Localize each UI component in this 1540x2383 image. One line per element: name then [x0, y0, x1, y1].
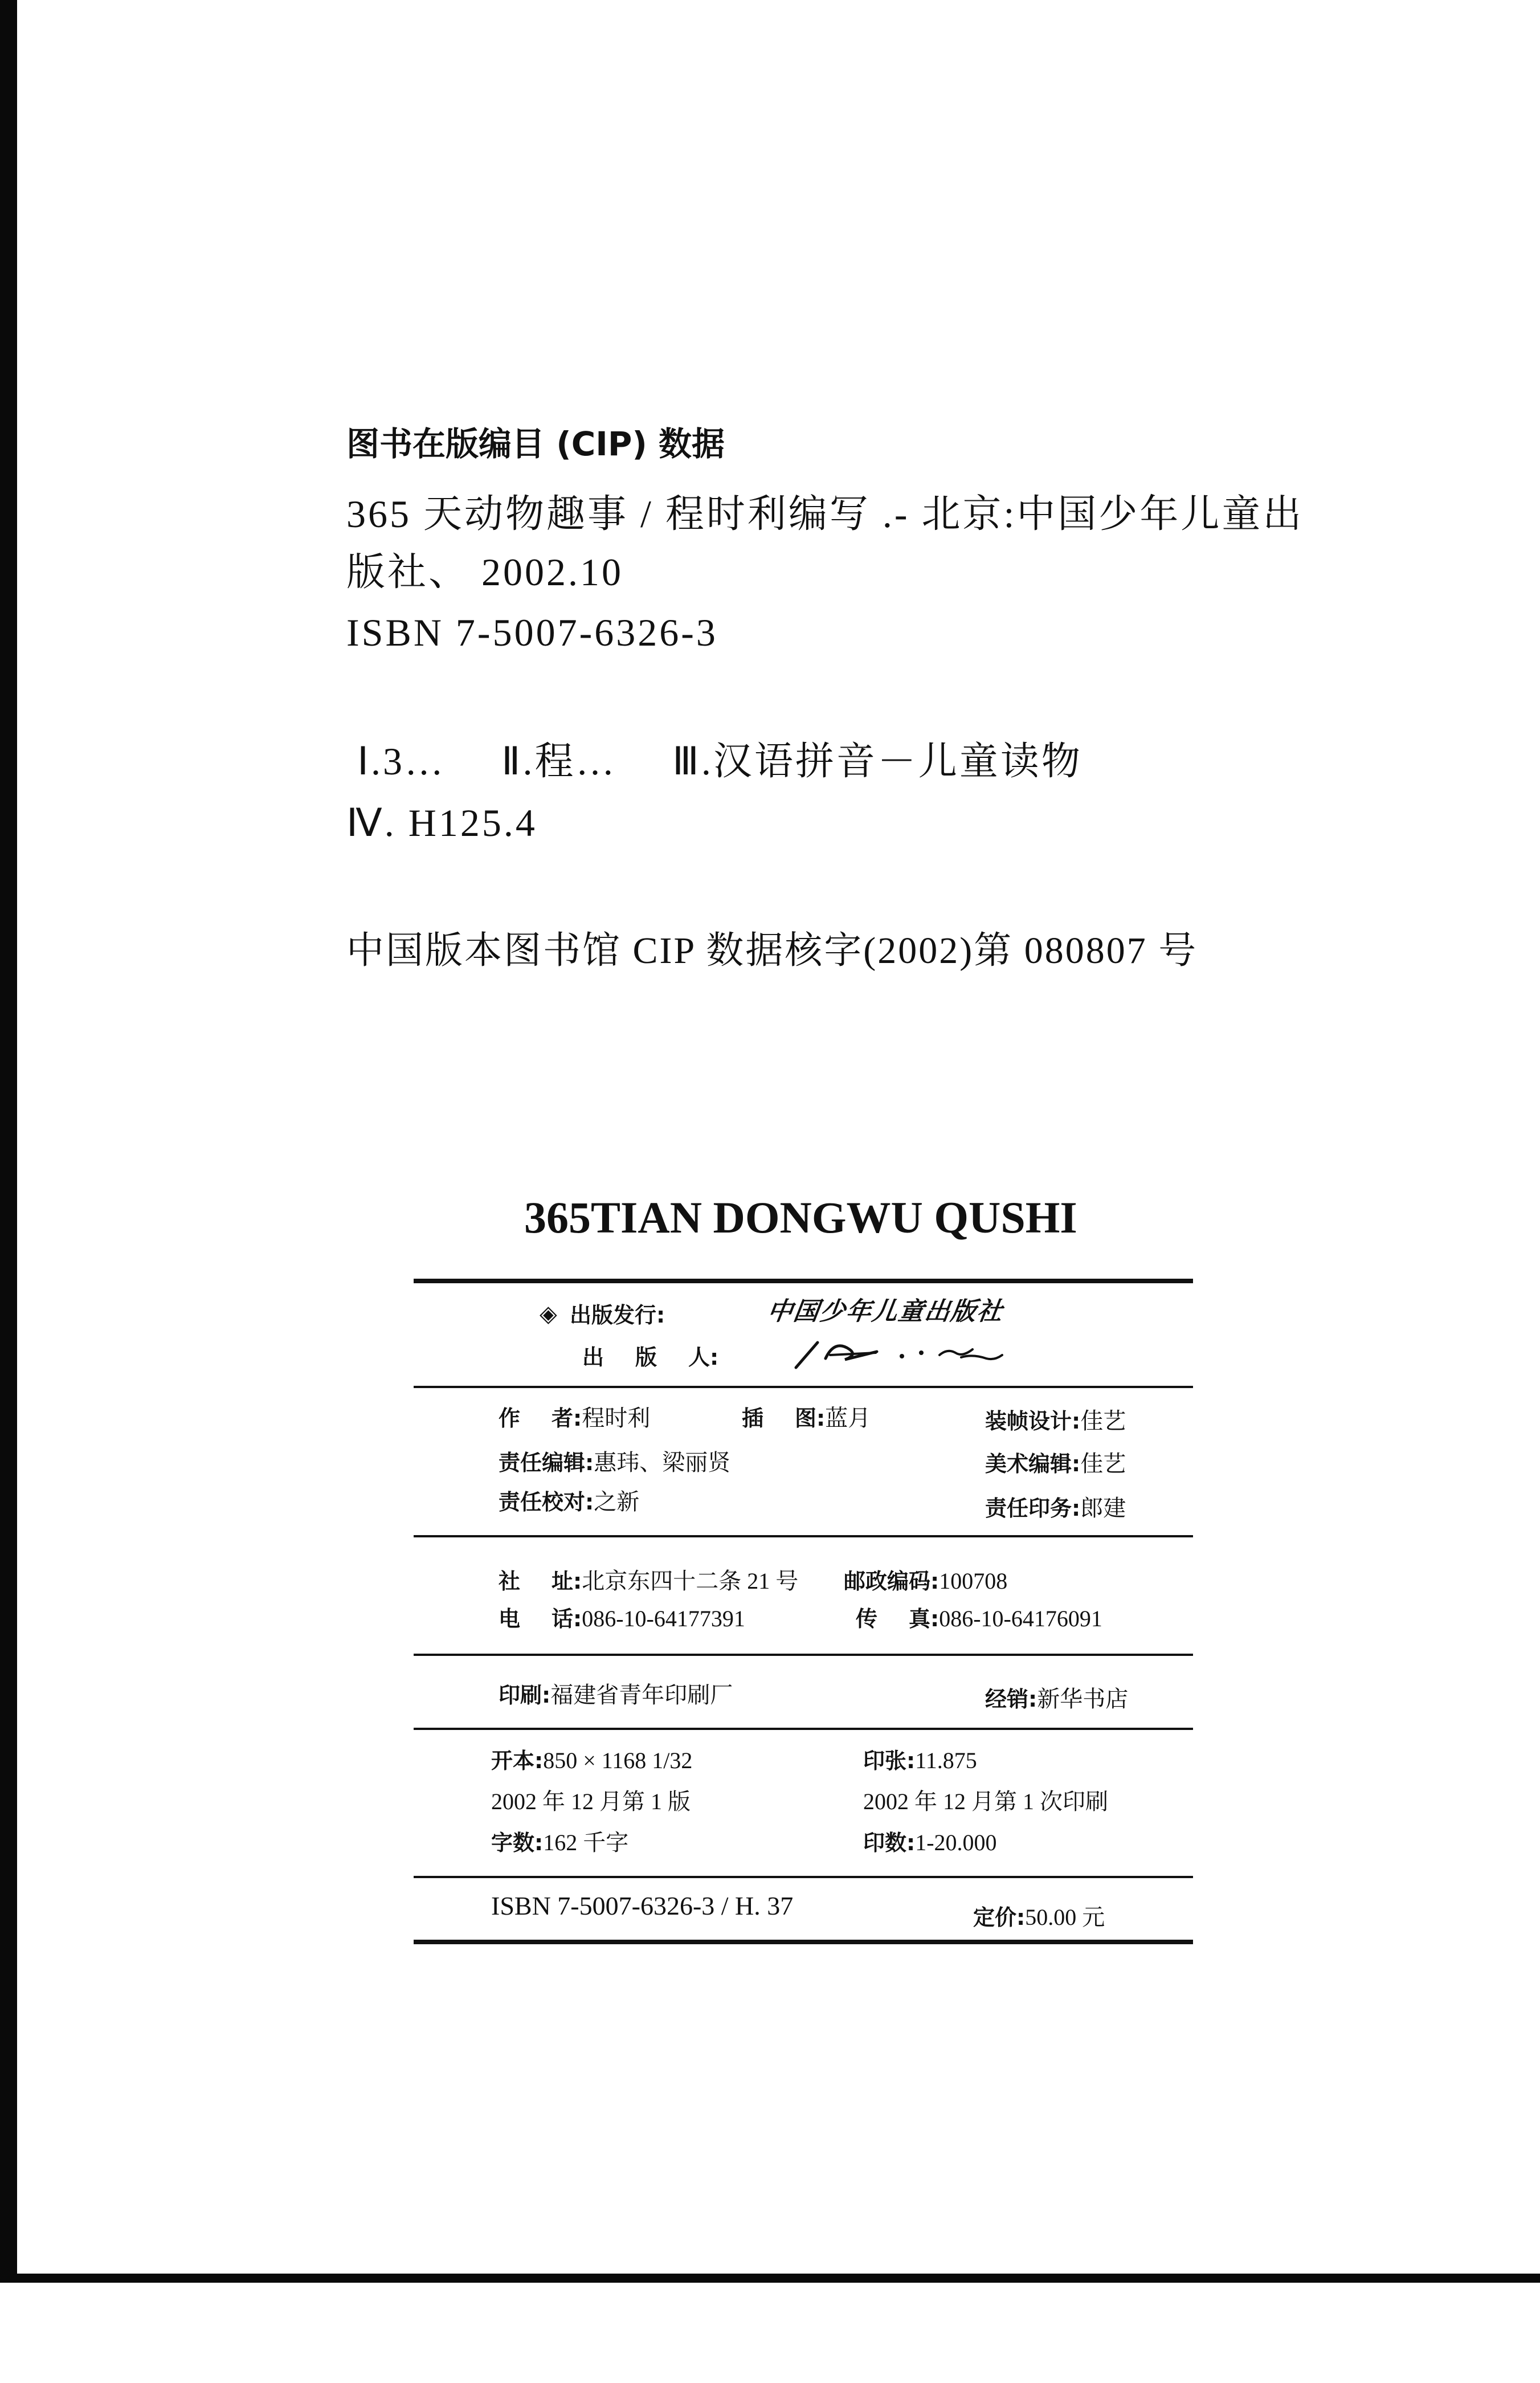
postcode-label: 邮政编码:	[844, 1569, 939, 1594]
publisher-logo-icon	[540, 1303, 557, 1325]
price-value: 50.00 元	[1025, 1904, 1105, 1930]
print-manager-cell	[985, 1497, 1126, 1520]
book-title-pinyin: 365TIAN DONGWU QUSHI	[524, 1193, 1077, 1242]
publisher-signature	[790, 1332, 1018, 1373]
sheets-label: 印张:	[863, 1748, 916, 1773]
printing-value: 2002 年 12 月第 1 次印刷	[863, 1789, 1108, 1814]
imprint-rule	[414, 1535, 1193, 1537]
printer-value: 福建省青年印刷厂	[550, 1682, 733, 1708]
publisher-label-cell	[570, 1304, 665, 1327]
editor-label: 责任编辑:	[499, 1450, 594, 1475]
imprint-rule	[414, 1386, 1193, 1388]
postcode-value: 100708	[939, 1568, 1008, 1594]
publisher-name: 中国少年儿童出版社	[765, 1297, 1006, 1326]
publisher-person-label: 出 版 人:	[582, 1345, 719, 1370]
cip-entry-line-2: 版社、 2002.10	[346, 550, 624, 594]
binding-design-value: 佳艺	[1080, 1408, 1126, 1434]
imprint-rule-top	[414, 1279, 1193, 1283]
art-editor-cell	[985, 1452, 1126, 1475]
author-label: 作 者:	[499, 1406, 582, 1431]
format-cell	[491, 1749, 692, 1772]
word-count-value: 162 千字	[543, 1830, 629, 1855]
isbn-class-cell	[491, 1893, 793, 1919]
cip-subject-2: Ⅱ.程…	[501, 740, 617, 783]
print-run-value: 1-20.000	[915, 1830, 997, 1855]
format-label: 开本:	[491, 1748, 544, 1773]
scan-edge-left	[0, 0, 17, 2277]
imprint-rule	[414, 1654, 1193, 1656]
editor-cell	[499, 1451, 730, 1474]
fax-value: 086-10-64176091	[939, 1606, 1102, 1631]
price-label: 定价:	[973, 1905, 1026, 1930]
art-editor-value: 佳艺	[1080, 1451, 1126, 1476]
cip-class-number: Ⅳ. H125.4	[346, 801, 537, 844]
printer-label: 印刷:	[499, 1683, 551, 1708]
distributor-label: 经销:	[985, 1687, 1037, 1712]
art-editor-label: 美术编辑:	[985, 1451, 1081, 1476]
fax-label: 传 真:	[856, 1606, 939, 1631]
address-label: 社 址:	[499, 1569, 582, 1594]
word-count-label: 字数:	[491, 1830, 544, 1855]
illustrator-label: 插 图:	[742, 1406, 826, 1431]
scan-edge-bottom	[0, 2274, 1540, 2283]
distributor-value: 新华书店	[1037, 1686, 1129, 1712]
author-cell	[499, 1407, 650, 1430]
publisher-label: 出版发行:	[570, 1303, 665, 1328]
proofreader-cell	[499, 1491, 639, 1513]
printing-cell	[863, 1790, 1108, 1813]
format-value: 850 × 1168 1/32	[543, 1748, 693, 1773]
proofreader-value: 之新	[594, 1489, 640, 1515]
sheets-cell	[863, 1749, 977, 1772]
binding-design-cell	[985, 1410, 1126, 1433]
distributor-cell	[985, 1688, 1128, 1711]
printer-cell	[499, 1684, 733, 1707]
edition-value: 2002 年 12 月第 1 版	[491, 1789, 691, 1814]
print-run-label: 印数:	[863, 1830, 916, 1855]
word-count-cell	[491, 1831, 628, 1854]
illustrator-cell	[742, 1407, 871, 1430]
print-manager-value: 郎建	[1080, 1495, 1126, 1521]
phone-label: 电 话:	[499, 1606, 582, 1631]
cip-subject-1: Ⅰ.3…	[357, 740, 446, 783]
address-value: 北京东四十二条 21 号	[582, 1568, 799, 1594]
author-value: 程时利	[582, 1405, 651, 1431]
cip-record-number: 中国版本图书馆 CIP 数据核字(2002)第 080807 号	[346, 930, 1198, 972]
edition-cell	[491, 1790, 691, 1813]
binding-design-label: 装帧设计:	[985, 1409, 1081, 1434]
illustrator-value: 蓝月	[825, 1405, 871, 1431]
imprint-rule	[414, 1728, 1193, 1730]
imprint-rule-bottom	[414, 1940, 1193, 1944]
cip-isbn: ISBN 7-5007-6326-3	[346, 611, 718, 654]
isbn-class-value: ISBN 7-5007-6326-3 / H. 37	[491, 1891, 794, 1920]
sheets-value: 11.875	[915, 1748, 977, 1773]
cip-heading: 图书在版编目 (CIP) 数据	[346, 425, 725, 463]
phone-cell	[499, 1607, 745, 1630]
print-manager-label: 责任印务:	[985, 1496, 1081, 1521]
phone-value: 086-10-64177391	[582, 1606, 745, 1631]
address-cell	[499, 1570, 798, 1593]
cip-subject-3: Ⅲ.汉语拼音－儿童读物	[672, 740, 1083, 783]
cip-entry-line-1: 365 天动物趣事 / 程时利编写 .- 北京:中国少年儿童出	[346, 492, 1304, 536]
proofreader-label: 责任校对:	[499, 1490, 594, 1515]
postcode-cell	[844, 1570, 1007, 1593]
fax-cell	[856, 1607, 1102, 1630]
print-run-cell	[863, 1831, 997, 1854]
editor-value: 惠玮、梁丽贤	[594, 1450, 731, 1475]
price-cell	[973, 1906, 1105, 1929]
publisher-person-cell	[582, 1346, 718, 1369]
imprint-rule	[414, 1876, 1193, 1878]
